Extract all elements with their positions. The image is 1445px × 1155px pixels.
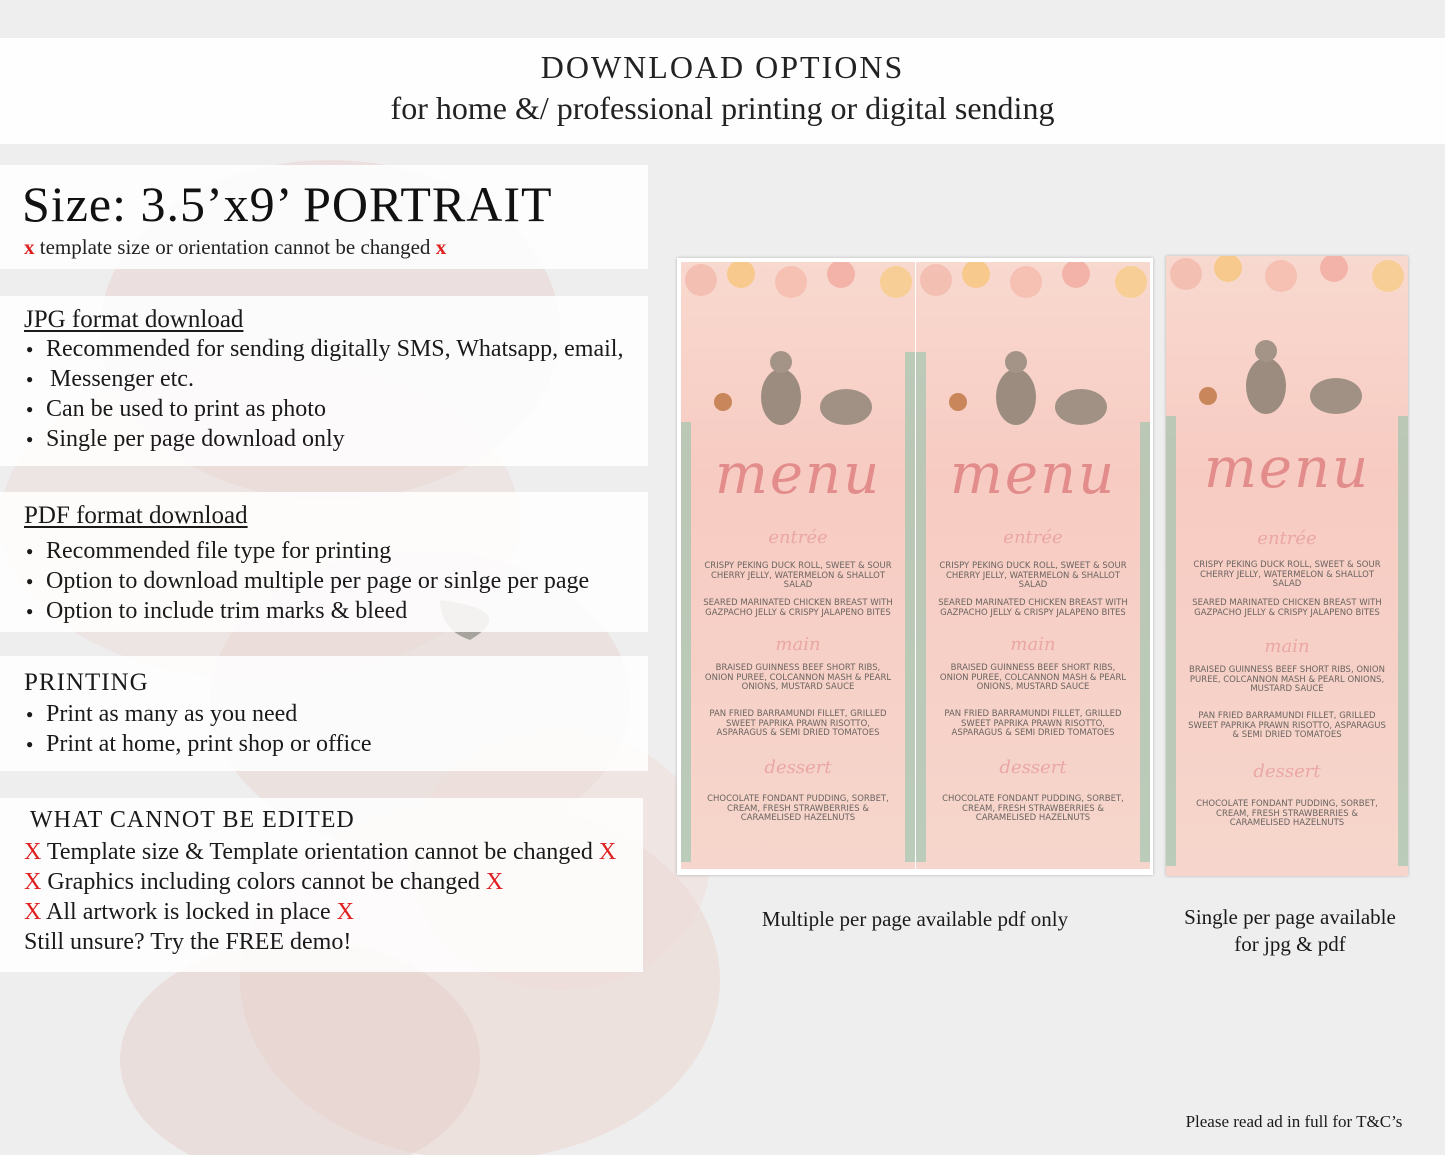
dish-text: SEARED MARINATED CHICKEN BREAST WITH GAZPACHO JELLY & CRISPY JALAPENO BITES xyxy=(938,598,1128,618)
size-note xyxy=(24,235,446,260)
course-heading: main xyxy=(1010,634,1056,655)
printing-list xyxy=(24,699,372,759)
list-item-continuation: ● Messenger etc. xyxy=(24,364,623,394)
jpg-list xyxy=(24,334,623,454)
menu-title: menu xyxy=(949,442,1117,507)
edit-line: X All artwork is locked in place X xyxy=(24,899,354,925)
x-mark-icon: X xyxy=(336,899,354,925)
caption-single: Single per page available for jpg & pdf xyxy=(1184,905,1396,956)
dish-text: CHOCOLATE FONDANT PUDDING, SORBET, CREAM, FRESH STRAWBERRIES & CARAMELISED HAZELNUTS xyxy=(1196,799,1378,828)
printing-heading: PRINTING xyxy=(24,669,149,696)
course-heading: main xyxy=(775,634,821,655)
printing-panel xyxy=(0,656,648,771)
dish-text: SEARED MARINATED CHICKEN BREAST WITH GAZPACHO JELLY & CRISPY JALAPENO BITES xyxy=(1192,598,1382,618)
pdf-heading: PDF format download xyxy=(24,502,248,529)
x-mark-icon: X xyxy=(24,899,42,925)
dish-text: PAN FRIED BARRAMUNDI FILLET, GRILLED SWEET PAPRIKA PRAWN RISOTTO, ASPARAGUS & SEMI DRIED TOMATOES xyxy=(944,709,1122,738)
list-item: ● Recommended for sending digitally SMS, Whatsapp, email, xyxy=(24,334,623,364)
size-panel xyxy=(0,165,648,269)
list-item: ● Print as many as you need xyxy=(24,699,372,729)
dish-text: PAN FRIED BARRAMUNDI FILLET, GRILLED SWEET PAPRIKA PRAWN RISOTTO, ASPARAGUS & SEMI DRIED TOMATOES xyxy=(709,709,887,738)
dish-text: CRISPY PEKING DUCK ROLL, SWEET & SOUR CHERRY JELLY, WATERMELON & SHALLOT SALAD xyxy=(704,561,892,590)
list-item: ● Print at home, print shop or office xyxy=(24,729,372,759)
jpg-heading: JPG format download xyxy=(24,306,244,333)
size-title: Size: 3.5’x9’ PORTRAIT xyxy=(22,176,553,232)
menu-title: menu xyxy=(714,442,882,507)
footnote: Please read ad in full for T&C’s xyxy=(1185,1112,1403,1131)
x-mark-icon: x xyxy=(24,235,35,259)
list-item: ● Can be used to print as photo xyxy=(24,394,623,424)
dish-text: SEARED MARINATED CHICKEN BREAST WITH GAZPACHO JELLY & CRISPY JALAPENO BITES xyxy=(703,598,893,618)
dish-text: CHOCOLATE FONDANT PUDDING, SORBET, CREAM, FRESH STRAWBERRIES & CARAMELISED HAZELNUTS xyxy=(707,794,889,823)
edit-heading: WHAT CANNOT BE EDITED xyxy=(30,807,355,833)
course-heading: entrée xyxy=(1257,528,1317,549)
dish-text: BRAISED GUINNESS BEEF SHORT RIBS, ONION PUREE, COLCANNON MASH & PEARL ONIONS, MUSTARD SAUCE xyxy=(1189,665,1385,694)
menu-title: menu xyxy=(1203,436,1371,501)
page-subtitle: for home &/ professional printing or digital sending xyxy=(390,90,1055,126)
x-mark-icon: x xyxy=(435,235,447,259)
menu-card-preview xyxy=(1166,256,1408,876)
jpg-panel xyxy=(0,296,648,466)
course-heading: dessert xyxy=(1253,761,1321,782)
header-band xyxy=(0,38,1445,144)
page-title: DOWNLOAD OPTIONS xyxy=(540,49,905,85)
x-mark-icon: X xyxy=(24,839,42,865)
x-mark-icon: X xyxy=(24,869,42,895)
edit-line: X Template size & Template orientation cannot be changed X xyxy=(24,839,617,865)
x-mark-icon: X xyxy=(485,869,504,895)
list-item: ● Option to include trim marks & bleed xyxy=(24,596,589,626)
dish-text: CHOCOLATE FONDANT PUDDING, SORBET, CREAM, FRESH STRAWBERRIES & CARAMELISED HAZELNUTS xyxy=(942,794,1124,823)
course-heading: dessert xyxy=(764,757,832,778)
menu-card-preview xyxy=(681,262,915,869)
demo-line: Still unsure? Try the FREE demo! xyxy=(24,929,352,955)
course-heading: dessert xyxy=(999,757,1067,778)
menu-card-preview xyxy=(916,262,1150,869)
course-heading: main xyxy=(1264,636,1310,657)
dish-text: CRISPY PEKING DUCK ROLL, SWEET & SOUR CHERRY JELLY, WATERMELON & SHALLOT SALAD xyxy=(939,561,1127,590)
course-heading: entrée xyxy=(1003,527,1063,548)
edit-panel xyxy=(0,798,643,972)
dish-text: BRAISED GUINNESS BEEF SHORT RIBS, ONION PUREE, COLCANNON MASH & PEARL ONIONS, MUSTARD SAUCE xyxy=(704,663,892,692)
dish-text: BRAISED GUINNESS BEEF SHORT RIBS, ONION PUREE, COLCANNON MASH & PEARL ONIONS, MUSTARD SAUCE xyxy=(939,663,1127,692)
list-item: ● Option to download multiple per page or sinlge per page xyxy=(24,566,589,596)
list-item: ● Single per page download only xyxy=(24,424,623,454)
dish-text: PAN FRIED BARRAMUNDI FILLET, GRILLED SWEET PAPRIKA PRAWN RISOTTO, ASPARAGUS & SEMI DRIED TOMATOES xyxy=(1188,711,1386,740)
caption-multiple: Multiple per page available pdf only xyxy=(761,907,1069,931)
dish-text: CRISPY PEKING DUCK ROLL, SWEET & SOUR CHERRY JELLY, WATERMELON & SHALLOT SALAD xyxy=(1193,560,1381,589)
edit-line: X Graphics including colors cannot be changed X xyxy=(24,869,504,895)
pdf-panel xyxy=(0,492,648,632)
list-item: ● Recommended file type for printing xyxy=(24,536,589,566)
pdf-list xyxy=(24,536,589,626)
x-mark-icon: X xyxy=(598,839,617,865)
course-heading: entrée xyxy=(768,527,828,548)
size-note-text: template size or orientation cannot be changed xyxy=(39,235,431,259)
